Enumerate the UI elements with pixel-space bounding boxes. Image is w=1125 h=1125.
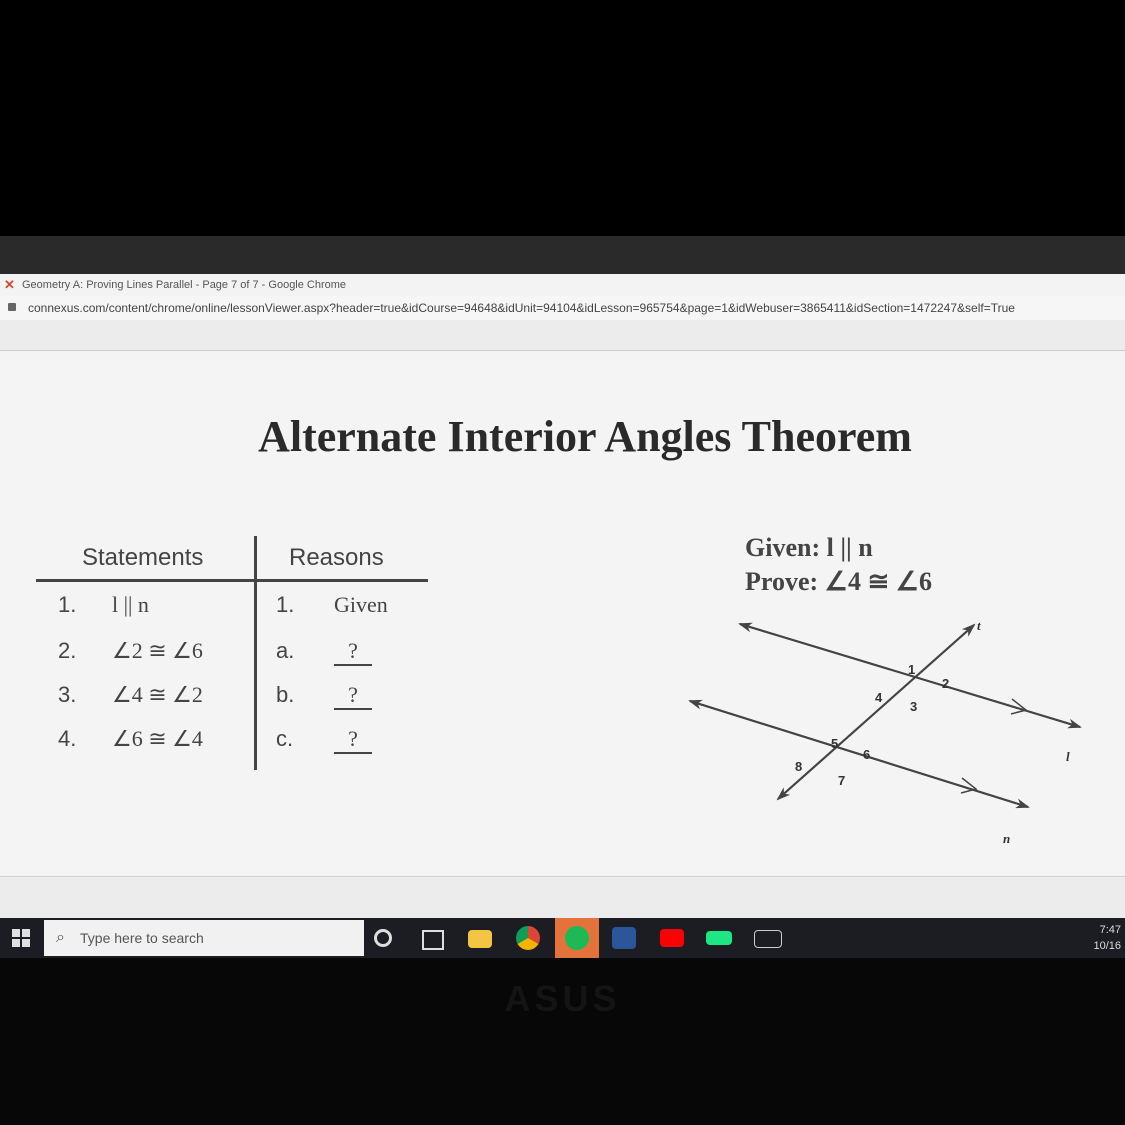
reason-number: b. — [276, 682, 295, 707]
tab-favicon-icon: ✕ — [4, 277, 15, 292]
row-number: 4. — [58, 726, 77, 751]
given-prove-block — [745, 531, 932, 599]
slide-title: Alternate Interior Angles Theorem — [258, 412, 912, 461]
clock-time: 7:47 — [1099, 924, 1121, 936]
spotify-tile[interactable] — [555, 918, 599, 958]
search-icon: ⌕ — [56, 929, 65, 946]
line-label-n: n — [1003, 831, 1011, 846]
line-label-t: t — [977, 619, 981, 633]
bezel-top — [0, 0, 1125, 236]
file-explorer-icon[interactable] — [468, 930, 492, 948]
row-number: 2. — [58, 638, 77, 663]
url-text[interactable]: connexus.com/content/chrome/online/lessonViewer.aspx?header=true&idCourse=94648&idUnit=94104&idLesson=965754&page=1&idWebuser=3865411&idSection=1472247&self=True — [28, 301, 1015, 315]
screen — [0, 236, 1125, 958]
table-row — [36, 638, 428, 678]
address-bar[interactable] — [0, 296, 1125, 320]
proof-table — [36, 536, 428, 770]
line-t-end — [778, 625, 974, 799]
chrome-icon[interactable] — [516, 926, 540, 950]
lock-icon — [8, 303, 16, 311]
statements-header: Statements — [82, 544, 204, 571]
reason-blank: ? — [334, 682, 372, 710]
browser-title-bar[interactable] — [0, 274, 1125, 296]
statement: l || n — [112, 592, 149, 617]
laptop-brand-logo: ASUS — [504, 978, 621, 1019]
angle-label-6: 6 — [863, 747, 871, 762]
system-tray-clock[interactable] — [1093, 922, 1121, 954]
line-label-l: l — [1066, 749, 1070, 764]
angle-label-3: 3 — [910, 699, 918, 714]
table-divider-horizontal — [36, 579, 428, 582]
reason-blank: ? — [334, 638, 372, 666]
reason-blank: ? — [334, 726, 372, 754]
table-row — [36, 726, 428, 766]
table-row — [36, 592, 428, 632]
angle-label-5: 5 — [831, 736, 839, 751]
prime-video-icon[interactable] — [754, 930, 782, 948]
table-row — [36, 682, 428, 722]
windows-taskbar — [0, 918, 1125, 958]
spotify-icon — [565, 926, 589, 950]
clock-date: 10/16 — [1093, 940, 1121, 952]
prove-text: Prove: ∠4 ≅ ∠6 — [745, 567, 933, 596]
angle-label-2: 2 — [942, 676, 950, 691]
reason-number: 1. — [276, 592, 295, 617]
row-number: 3. — [58, 682, 77, 707]
angle-label-7: 7 — [838, 773, 846, 788]
reasons-header: Reasons — [289, 544, 384, 571]
window-title: Geometry A: Proving Lines Parallel - Page 7 of 7 - Google Chrome — [22, 279, 347, 291]
reason: Given — [334, 592, 388, 617]
angle-label-1: 1 — [908, 662, 916, 677]
hulu-icon[interactable] — [706, 931, 732, 945]
statement: ∠4 ≅ ∠2 — [112, 682, 203, 707]
lesson-page — [0, 351, 1125, 876]
bezel-bottom — [0, 958, 1125, 1125]
angle-label-4: 4 — [875, 690, 883, 705]
taskbar-search-box[interactable] — [44, 920, 364, 956]
row-number: 1. — [58, 592, 77, 617]
youtube-icon[interactable] — [660, 929, 684, 947]
line-n-end — [690, 701, 1028, 807]
page-footer-strip — [0, 876, 1125, 919]
reason-number: c. — [276, 726, 294, 751]
windows-icon[interactable] — [12, 929, 30, 947]
page-toolbar — [0, 320, 1125, 351]
search-placeholder: Type here to search — [80, 930, 204, 946]
parallel-lines-diagram — [680, 619, 1090, 849]
statement: ∠6 ≅ ∠4 — [112, 726, 203, 751]
given-text: Given: l || n — [745, 533, 873, 562]
word-icon[interactable] — [612, 927, 636, 949]
angle-label-8: 8 — [795, 759, 803, 774]
statement: ∠2 ≅ ∠6 — [112, 638, 203, 663]
cortana-icon[interactable] — [374, 929, 392, 947]
task-view-icon[interactable] — [422, 930, 444, 950]
reason-number: a. — [276, 638, 295, 663]
